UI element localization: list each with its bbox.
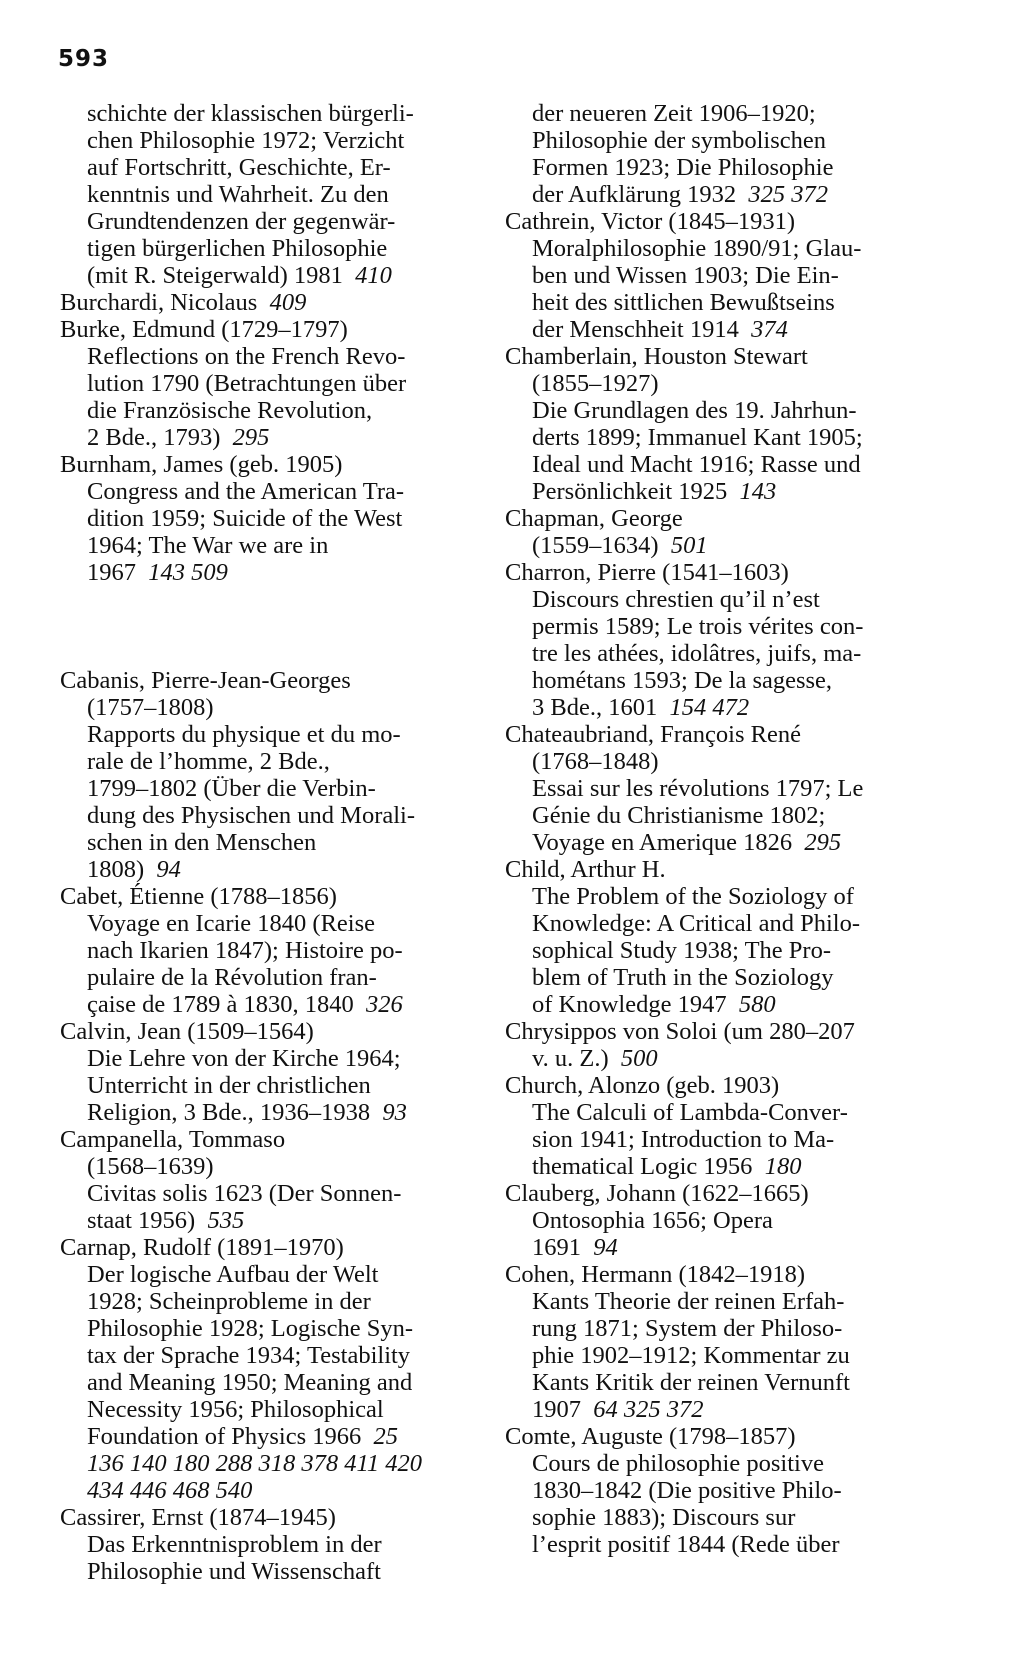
entry-text: Burnham, James (geb. 1905): [60, 451, 343, 478]
entry-text: Discours chrestien qu’il n’est: [532, 586, 820, 613]
entry-text: Philosophie 1928; Logische Syn-: [87, 1315, 413, 1342]
index-entry-line: [505, 235, 925, 262]
index-entry: [505, 1423, 925, 1558]
index-entry-line: [60, 937, 480, 964]
index-entry: [505, 505, 925, 559]
index-entry: [505, 856, 925, 1018]
index-entry: [60, 667, 480, 883]
entry-text: Calvin, Jean (1509–1564): [60, 1018, 314, 1045]
entry-text: Knowledge: A Critical and Philo-: [532, 910, 860, 937]
entry-text: hométans 1593; De la sagesse,: [532, 667, 833, 694]
index-entry-line: [505, 1018, 925, 1045]
entry-text: 3 Bde., 1601: [532, 694, 658, 721]
entry-text: Das Erkenntnisproblem in der: [87, 1531, 382, 1558]
index-entry: [60, 451, 480, 586]
entry-text: of Knowledge 1947: [532, 991, 727, 1018]
index-entry-line: [60, 316, 480, 343]
entry-text: and Meaning 1950; Meaning and: [87, 1369, 413, 1396]
page-reference: 93: [382, 1099, 407, 1126]
page-reference: 143: [739, 478, 777, 505]
index-entry-line: [505, 1153, 925, 1180]
entry-text: Reflections on the French Revo-: [87, 343, 406, 370]
index-entry: [60, 1126, 480, 1234]
index-entry-line: [505, 829, 925, 856]
index-entry-line: [60, 1504, 480, 1531]
entry-text: Rapports du physique et du mo-: [87, 721, 401, 748]
index-entry-line: [505, 451, 925, 478]
index-entry-line: [60, 1153, 480, 1180]
entry-text: Civitas solis 1623 (Der Sonnen-: [87, 1180, 402, 1207]
index-entry-line: [505, 1315, 925, 1342]
index-entry-line: [505, 1369, 925, 1396]
index-entry-line: [60, 370, 480, 397]
entry-text: dung des Physischen und Morali-: [87, 802, 415, 829]
entry-text: (1768–1848): [532, 748, 659, 775]
entry-text: v. u. Z.): [532, 1045, 609, 1072]
entry-text: Formen 1923; Die Philosophie: [532, 154, 834, 181]
entry-text: staat 1956): [87, 1207, 196, 1234]
index-entry-line: [60, 1126, 480, 1153]
entry-text: lution 1790 (Betrachtungen über: [87, 370, 407, 397]
index-entry-line: [505, 883, 925, 910]
index-column-left: [60, 100, 480, 1585]
entry-text: Chateaubriand, François René: [505, 721, 801, 748]
entry-text: 1967: [87, 559, 136, 586]
entry-text: Child, Arthur H.: [505, 856, 666, 883]
index-entry-line: [505, 343, 925, 370]
entry-text: (1559–1634): [532, 532, 659, 559]
index-entry-line: [505, 667, 925, 694]
index-entry-line: [60, 856, 480, 883]
entry-text: Cours de philosophie positive: [532, 1450, 824, 1477]
page-reference: 25: [373, 1423, 399, 1450]
index-entry-line: [60, 802, 480, 829]
index-entry-line: [60, 1342, 480, 1369]
index-entry-line: [60, 154, 480, 181]
index-entry-line: [505, 1531, 925, 1558]
entry-text: Chapman, George: [505, 505, 683, 532]
page-reference: 326: [365, 991, 403, 1018]
index-entry: [505, 1072, 925, 1180]
index-entry-line: [60, 1369, 480, 1396]
index-entry-line: [60, 1099, 480, 1126]
index-entry-line: [60, 1207, 480, 1234]
index-entry-line: [505, 775, 925, 802]
index-entry: [505, 100, 925, 208]
entry-text: 1830–1842 (Die positive Philo-: [532, 1477, 842, 1504]
letter-section-gap: [60, 586, 480, 667]
entry-text: Moralphilosophie 1890/91; Glau-: [532, 235, 862, 262]
entry-text: Génie du Christianisme 1802;: [532, 802, 826, 829]
page-number: 593: [58, 46, 110, 72]
index-entry: [505, 1261, 925, 1423]
page-reference: 143 509: [148, 559, 228, 586]
index-entry-line: [60, 1288, 480, 1315]
index-entry-line: [60, 289, 480, 316]
index-entry-line: [505, 1045, 925, 1072]
entry-text: The Calculi of Lambda-Conver-: [532, 1099, 848, 1126]
entry-text: 1964; The War we are in: [87, 532, 329, 559]
entry-text: Burke, Edmund (1729–1797): [60, 316, 348, 343]
index-entry-line: [505, 370, 925, 397]
page-reference: 501: [670, 532, 708, 559]
index-entry-line: [505, 856, 925, 883]
index-entry-line: [505, 154, 925, 181]
index-entry-line: [60, 694, 480, 721]
entry-text: Cabet, Étienne (1788–1856): [60, 883, 337, 910]
index-entry: [60, 289, 480, 316]
index-entry-line: [505, 1261, 925, 1288]
entry-text: Cabanis, Pierre-Jean-Georges: [60, 667, 351, 694]
index-entry-line: [60, 1180, 480, 1207]
index-entry-line: [60, 478, 480, 505]
index-entry-line: [60, 1315, 480, 1342]
entry-text: 1928; Scheinprobleme in der: [87, 1288, 371, 1315]
index-entry-line: [60, 991, 480, 1018]
index-entry-line: [505, 1504, 925, 1531]
page-reference: 409: [269, 289, 307, 316]
page-reference: 374: [751, 316, 788, 343]
index-entry: [60, 316, 480, 451]
page-reference: 325 372: [748, 181, 828, 208]
entry-text: The Problem of the Soziology of: [532, 883, 854, 910]
entry-text: tigen bürgerlichen Philosophie: [87, 235, 388, 262]
index-entry-line: [505, 1126, 925, 1153]
index-entry-line: [60, 1234, 480, 1261]
index-entry-line: [505, 964, 925, 991]
entry-text: Kants Kritik der reinen Vernunft: [532, 1369, 850, 1396]
index-entry-line: [505, 1477, 925, 1504]
index-entry-line: [60, 235, 480, 262]
index-entry-line: [505, 1207, 925, 1234]
index-entry-line: [505, 613, 925, 640]
page-reference: 94: [156, 856, 181, 883]
index-entry: [505, 1018, 925, 1072]
entry-text: Die Grundlagen des 19. Jahrhun-: [532, 397, 857, 424]
page-reference: 64 325 372: [593, 1396, 704, 1423]
index-entry-line: [60, 208, 480, 235]
index-entry-line: [60, 1045, 480, 1072]
index-entry-line: [60, 1072, 480, 1099]
entry-text: Philosophie der symbolischen: [532, 127, 826, 154]
index-entry-line: [60, 748, 480, 775]
index-entry-line: [505, 1396, 925, 1423]
index-entry-line: [60, 532, 480, 559]
entry-text: die Französische Revolution,: [87, 397, 373, 424]
entry-text: Kants Theorie der reinen Erfah-: [532, 1288, 845, 1315]
index-entry: [505, 208, 925, 343]
index-entry-line: [60, 127, 480, 154]
entry-text: Church, Alonzo (geb. 1903): [505, 1072, 780, 1099]
index-entry-line: [505, 208, 925, 235]
index-entry-line: [505, 505, 925, 532]
index-entry-line: [505, 1450, 925, 1477]
entry-text: Comte, Auguste (1798–1857): [505, 1423, 796, 1450]
entry-text: rung 1871; System der Philoso-: [532, 1315, 843, 1342]
index-entry: [60, 883, 480, 1018]
entry-text: schichte der klassischen bürgerli-: [87, 100, 414, 127]
entry-text: sophie 1883); Discours sur: [532, 1504, 796, 1531]
entry-text: pulaire de la Révolution fran-: [87, 964, 377, 991]
index-entry-line: [60, 1396, 480, 1423]
index-entry-line: [505, 721, 925, 748]
index-entry-line: [60, 1531, 480, 1558]
index-entry-line: [60, 1477, 480, 1504]
index-entry-line: [60, 1558, 480, 1585]
index-entry-line: [60, 1450, 480, 1477]
entry-text: rale de l’homme, 2 Bde.,: [87, 748, 330, 775]
entry-text: der Menschheit 1914: [532, 316, 739, 343]
index-entry-line: [60, 1423, 480, 1450]
entry-text: Der logische Aufbau der Welt: [87, 1261, 379, 1288]
entry-text: der Aufklärung 1932: [532, 181, 737, 208]
entry-text: dition 1959; Suicide of the West: [87, 505, 403, 532]
entry-text: Grundtendenzen der gegenwär-: [87, 208, 396, 235]
entry-text: Congress and the American Tra-: [87, 478, 405, 505]
index-entry-line: [60, 829, 480, 856]
index-entry-line: [505, 937, 925, 964]
entry-text: kenntnis und Wahrheit. Zu den: [87, 181, 389, 208]
index-entry-line: [505, 640, 925, 667]
entry-text: Ontosophia 1656; Opera: [532, 1207, 773, 1234]
entry-text: Necessity 1956; Philosophical: [87, 1396, 384, 1423]
entry-text: Campanella, Tommaso: [60, 1126, 286, 1153]
entry-text: 1907: [532, 1396, 581, 1423]
entry-text: sion 1941; Introduction to Ma-: [532, 1126, 835, 1153]
index-entry: [505, 721, 925, 856]
entry-text: nach Ikarien 1847); Histoire po-: [87, 937, 403, 964]
entry-text: l’esprit positif 1844 (Rede über: [532, 1531, 840, 1558]
index-entry-line: [505, 586, 925, 613]
index-column-right: [505, 100, 925, 1558]
index-entry-line: [505, 1342, 925, 1369]
index-entry: [60, 1018, 480, 1126]
page-reference: 434 446 468 540: [87, 1477, 253, 1504]
entry-text: Cathrein, Victor (1845–1931): [505, 208, 795, 235]
entry-text: Burchardi, Nicolaus: [60, 289, 258, 316]
entry-text: Persönlichkeit 1925: [532, 478, 728, 505]
entry-text: Chrysippos von Soloi (um 280–207: [505, 1018, 855, 1045]
index-entry: [60, 1234, 480, 1504]
index-entry-line: [505, 262, 925, 289]
index-entry: [505, 1180, 925, 1261]
entry-text: auf Fortschritt, Geschichte, Er-: [87, 154, 391, 181]
index-entry-line: [60, 559, 480, 586]
entry-text: sophical Study 1938; The Pro-: [532, 937, 831, 964]
page-reference: 295: [232, 424, 270, 451]
index-entry-line: [505, 1099, 925, 1126]
index-entry-line: [60, 883, 480, 910]
entry-text: Religion, 3 Bde., 1936–1938: [87, 1099, 371, 1126]
index-entry-line: [505, 289, 925, 316]
index-entry-line: [60, 1018, 480, 1045]
entry-text: derts 1899; Immanuel Kant 1905;: [532, 424, 863, 451]
index-entry-line: [505, 397, 925, 424]
index-entry-line: [505, 424, 925, 451]
index-entry-line: [60, 721, 480, 748]
index-entry-line: [60, 451, 480, 478]
entry-text: 1799–1802 (Über die Verbin-: [87, 775, 376, 802]
index-entry-line: [60, 343, 480, 370]
entry-text: Cassirer, Ernst (1874–1945): [60, 1504, 336, 1531]
entry-text: 1691: [532, 1234, 581, 1261]
entry-text: Clauberg, Johann (1622–1665): [505, 1180, 809, 1207]
entry-text: der neueren Zeit 1906–1920;: [532, 100, 816, 127]
entry-text: (1568–1639): [87, 1153, 214, 1180]
page-reference: 535: [207, 1207, 245, 1234]
entry-text: Unterricht in der christlichen: [87, 1072, 371, 1099]
index-entry-line: [505, 532, 925, 559]
index-entry-line: [60, 667, 480, 694]
index-entry-line: [60, 1261, 480, 1288]
index-entry-line: [60, 910, 480, 937]
page-reference: 295: [804, 829, 842, 856]
entry-text: Die Lehre von der Kirche 1964;: [87, 1045, 401, 1072]
entry-text: tre les athées, idolâtres, juifs, ma-: [532, 640, 862, 667]
page-reference: 410: [355, 262, 392, 289]
entry-text: 2 Bde., 1793): [87, 424, 221, 451]
entry-text: thematical Logic 1956: [532, 1153, 753, 1180]
entry-text: heit des sittlichen Bewußtseins: [532, 289, 835, 316]
index-entry-line: [60, 397, 480, 424]
entry-text: tax der Sprache 1934; Testability: [87, 1342, 411, 1369]
index-entry-line: [505, 1423, 925, 1450]
index-entry: [60, 1504, 480, 1585]
index-entry-line: [60, 964, 480, 991]
entry-text: (1757–1808): [87, 694, 214, 721]
page-reference: 180: [764, 1153, 802, 1180]
entry-text: Foundation of Physics 1966: [87, 1423, 362, 1450]
entry-text: phie 1902–1912; Kommentar zu: [532, 1342, 850, 1369]
index-entry: [60, 100, 480, 289]
index-entry-line: [505, 748, 925, 775]
entry-text: (mit R. Steigerwald) 1981: [87, 262, 343, 289]
entry-text: Philosophie und Wissenschaft: [87, 1558, 381, 1585]
index-entry-line: [505, 127, 925, 154]
index-entry-line: [505, 802, 925, 829]
entry-text: Cohen, Hermann (1842–1918): [505, 1261, 806, 1288]
index-entry-line: [60, 100, 480, 127]
entry-text: Essai sur les révolutions 1797; Le: [532, 775, 864, 802]
entry-text: chen Philosophie 1972; Verzicht: [87, 127, 405, 154]
index-entry-line: [505, 1072, 925, 1099]
entry-text: Voyage en Amerique 1826: [532, 829, 793, 856]
page-reference: 154 472: [669, 694, 750, 721]
index-entry-line: [505, 910, 925, 937]
index-entry-line: [505, 1288, 925, 1315]
entry-text: Charron, Pierre (1541–1603): [505, 559, 789, 586]
index-entry-line: [60, 505, 480, 532]
index-entry-line: [505, 559, 925, 586]
entry-text: 1808): [87, 856, 145, 883]
entry-text: blem of Truth in the Soziology: [532, 964, 834, 991]
entry-text: schen in den Menschen: [87, 829, 317, 856]
index-entry-line: [60, 424, 480, 451]
index-entry-line: [505, 100, 925, 127]
entry-text: Carnap, Rudolf (1891–1970): [60, 1234, 344, 1261]
entry-text: çaise de 1789 à 1830, 1840: [87, 991, 354, 1018]
index-entry: [505, 343, 925, 505]
entry-text: Ideal und Macht 1916; Rasse und: [532, 451, 861, 478]
entry-text: (1855–1927): [532, 370, 659, 397]
entry-text: Voyage en Icarie 1840 (Reise: [87, 910, 375, 937]
page-reference: 500: [620, 1045, 658, 1072]
index-entry-line: [505, 181, 925, 208]
index-entry-line: [505, 1180, 925, 1207]
index-entry-line: [60, 262, 480, 289]
entry-text: Chamberlain, Houston Stewart: [505, 343, 808, 370]
index-entry-line: [505, 991, 925, 1018]
entry-text: ben und Wissen 1903; Die Ein-: [532, 262, 839, 289]
page-reference: 580: [738, 991, 776, 1018]
index-entry-line: [60, 181, 480, 208]
page-reference: 94: [593, 1234, 618, 1261]
index-entry-line: [505, 1234, 925, 1261]
index-entry-line: [505, 694, 925, 721]
index-entry-line: [60, 775, 480, 802]
index-entry-line: [505, 316, 925, 343]
index-entry: [505, 559, 925, 721]
index-entry-line: [505, 478, 925, 505]
page-reference: 136 140 180 288 318 378 411 420: [87, 1450, 423, 1477]
entry-text: permis 1589; Le trois vérites con-: [532, 613, 864, 640]
